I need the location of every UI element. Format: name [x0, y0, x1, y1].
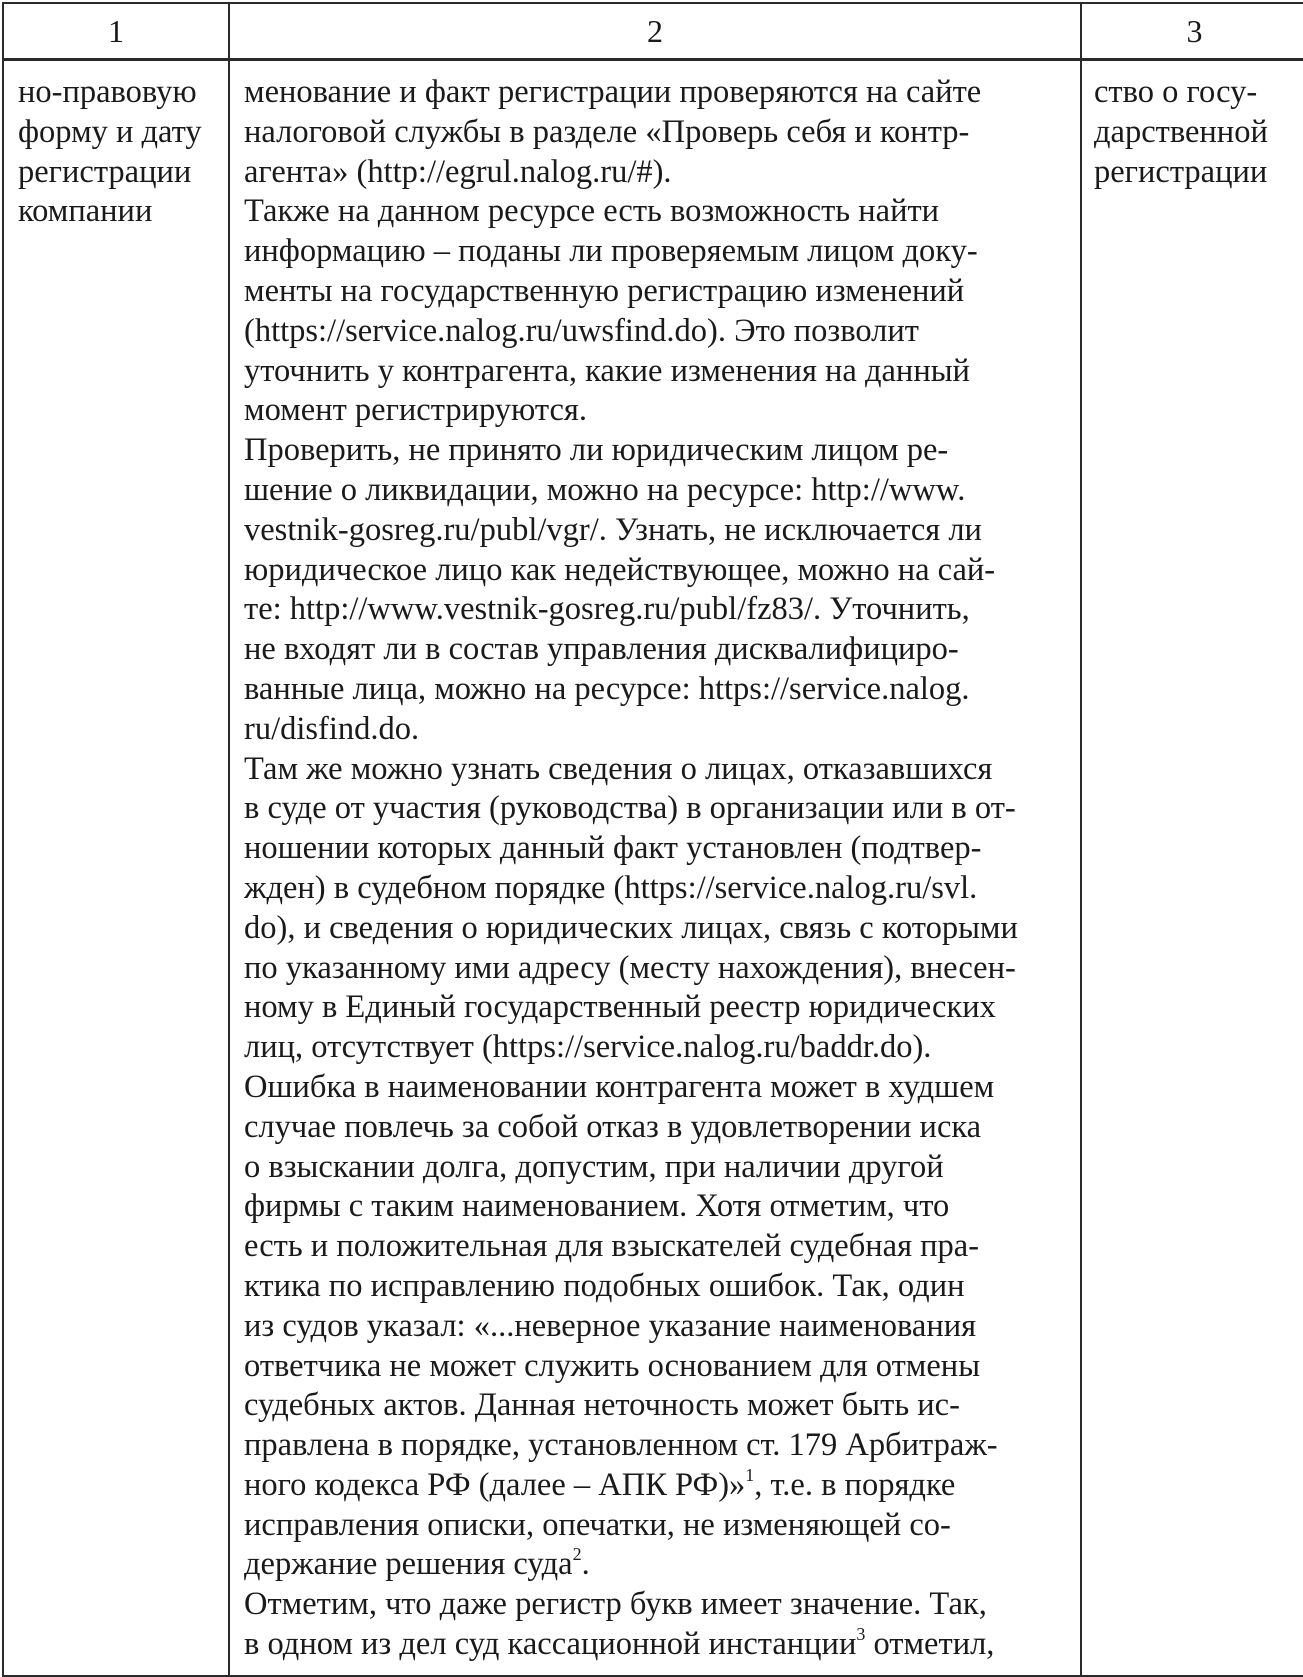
text-line: Также на данном ресурсе есть возможность найти [244, 193, 940, 230]
text-line: уточнить у контрагента, какие изменения на данный [244, 352, 970, 389]
text-line: компании [18, 193, 153, 230]
document-table [2, 2, 1303, 1677]
text-line: Там же можно узнать сведения о лицах, отказавшихся [244, 750, 993, 787]
text-fragment: , т.е. в порядке [754, 1466, 956, 1503]
text-line: но-правовую [18, 74, 197, 110]
text-line: регистрации [18, 153, 192, 190]
text-fragment: в одном из дел суд кассационной инстанции [244, 1626, 857, 1663]
header-col-3: 3 [1081, 3, 1303, 60]
text-line: менование и факт регистрации проверяются на сайте [244, 74, 982, 110]
text-line: не входят ли в состав управления дисквалифициро- [244, 631, 959, 668]
text-line: случае повлечь за собой отказ в удовлетворении иска [244, 1108, 982, 1145]
text-line: дарственной [1094, 113, 1268, 150]
cell-col-3 [1081, 60, 1303, 1677]
text-line: о взыскании долга, допустим, при наличии другой [244, 1148, 944, 1185]
text-line: из судов указал: «...неверное указание наименования [244, 1307, 977, 1344]
text-line: жден) в судебном порядке (https://service.nalog.ru/svl. [244, 869, 978, 906]
text-line-with-footnote [244, 1545, 1070, 1585]
footnote-marker: 1 [745, 1464, 755, 1485]
text-line: налоговой службы в разделе «Проверь себя и контр- [244, 113, 970, 150]
text-line: есть и положительная для взыскателей судебная пра- [244, 1228, 980, 1265]
text-line: ство о госу- [1094, 74, 1258, 110]
text-line: ответчика не может служить основанием для отмены [244, 1347, 981, 1384]
text-fragment: держание решения суда [244, 1546, 573, 1583]
text-line: (https://service.nalog.ru/uwsfind.do). Это позволит [244, 312, 919, 349]
text-line: ванные лица, можно на ресурсе: https://service.nalog. [244, 670, 970, 707]
text-line: те: http://www.vestnik-gosreg.ru/publ/fz83/. Уточнить, [244, 591, 970, 628]
text-line: исправления описки, опечатки, не изменяющей со- [244, 1506, 951, 1543]
footnote-marker: 3 [856, 1624, 866, 1645]
text-line-with-footnote [244, 1466, 1070, 1506]
col1-text [4, 61, 228, 232]
footnote-marker: 2 [572, 1544, 582, 1565]
text-line: do), и сведения о юридических лицах, связь с которыми [244, 909, 1018, 946]
text-line: правлена в порядке, установленном ст. 179 Арбитраж- [244, 1427, 998, 1464]
text-line: шение о ликвидации, можно на ресурсе: http://www. [244, 471, 966, 508]
text-line: Отметим, что даже регистр букв имеет значение. Так, [244, 1586, 987, 1623]
text-line: судебных актов. Данная неточность может быть ис- [244, 1387, 960, 1424]
col3-text [1082, 61, 1303, 192]
text-line: фирмы с таким наименованием. Хотя отметим, что [244, 1188, 950, 1225]
text-line-with-footnote [244, 1625, 1070, 1665]
text-line: Проверить, не принято ли юридическим лицом ре- [244, 432, 949, 469]
text-line: ношении которых данный факт установлен (подтвер- [244, 830, 982, 867]
text-line: Ошибка в наименовании контрагента может в худшем [244, 1068, 995, 1105]
text-line: по указанному ими адресу (месту нахождения), внесен- [244, 949, 1016, 986]
text-fragment: отметил, [865, 1626, 995, 1663]
cell-col-2 [229, 60, 1081, 1677]
text-line: форму и дату [18, 113, 202, 150]
text-line: ru/disfind.do. [244, 710, 420, 747]
text-fragment: ного кодекса РФ (далее – АПК РФ)» [244, 1466, 746, 1503]
text-fragment: . [581, 1546, 590, 1583]
header-row [3, 3, 1303, 60]
text-line: лиц, отсутствует (https://service.nalog.ru/baddr.do). [244, 1029, 932, 1066]
text-line: информацию – поданы ли проверяемым лицом доку- [244, 233, 978, 270]
body-row [3, 60, 1303, 1677]
text-line: юридическое лицо как недействующее, можно на сай- [244, 551, 996, 588]
text-line: агента» (http://egrul.nalog.ru/#). [244, 153, 672, 190]
text-line: в суде от участия (руководства) в организации или в от- [244, 790, 1016, 827]
text-line: момент регистрируются. [244, 392, 587, 429]
text-line: ктика по исправлению подобных ошибок. Так, один [244, 1267, 965, 1304]
cell-col-1 [3, 60, 229, 1677]
text-line: менты на государственную регистрацию изменений [244, 272, 965, 309]
text-line: ному в Единый государственный реестр юридических [244, 989, 996, 1026]
text-line: vestnik-gosreg.ru/publ/vgr/. Узнать, не исключается ли [244, 511, 982, 548]
col2-text [230, 61, 1080, 1665]
header-col-1: 1 [3, 3, 229, 60]
text-line: регистрации [1094, 153, 1268, 190]
header-col-2: 2 [229, 3, 1081, 60]
